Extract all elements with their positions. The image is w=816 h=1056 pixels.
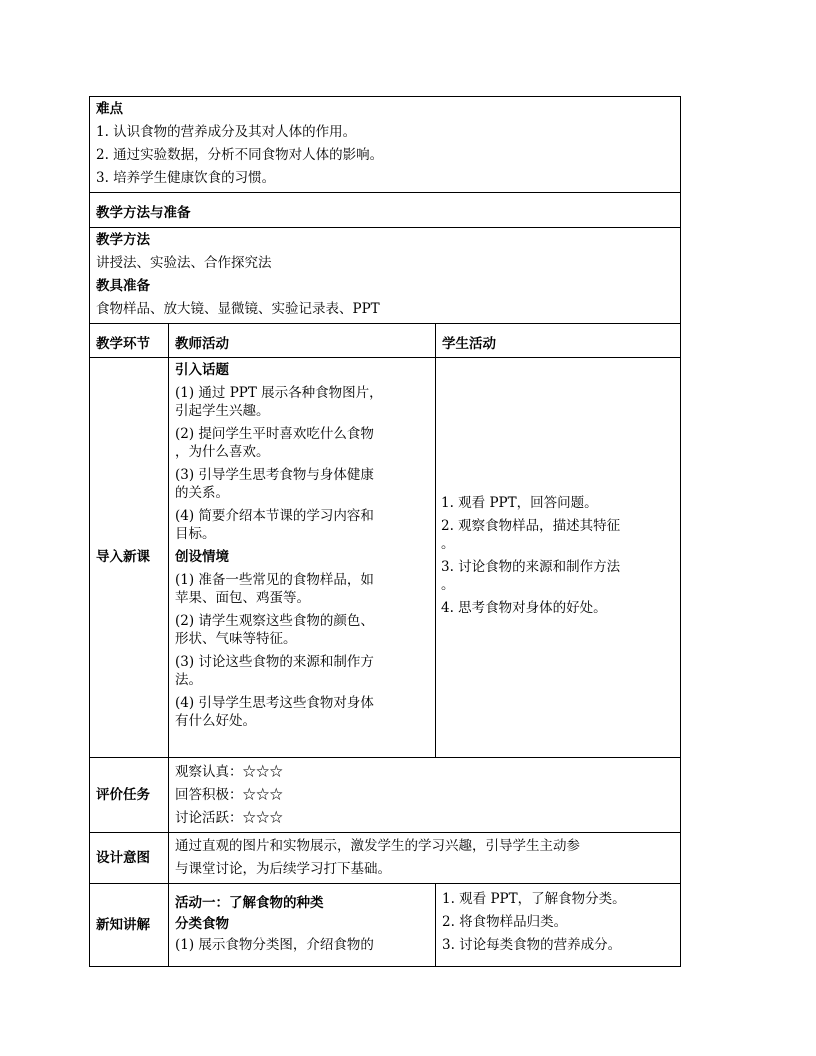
- design-text: 通过直观的图片和实物展示，激发学生的学习兴趣，引导学生主动参: [175, 838, 580, 854]
- method-text: 讲授法、实验法、合作探究法: [96, 255, 272, 271]
- intro-stage: 导入新课: [90, 358, 169, 758]
- student-activity-item: 2. 观察食物样品，描述其特征 。: [441, 517, 621, 552]
- student-activity-item: 1. 观看 PPT，了解食物分类。: [442, 891, 626, 907]
- difficulty-item: 3. 培养学生健康饮食的习惯。: [96, 170, 276, 186]
- intro-teacher-cell: [169, 358, 436, 758]
- evaluation-row: [90, 758, 681, 833]
- student-activity-item: 2. 将食物样品归类。: [442, 914, 568, 930]
- new-lesson-teacher-cell: [169, 884, 436, 967]
- methods-row: [90, 228, 681, 324]
- intro-row: [90, 358, 681, 758]
- classify-title: 分类食物: [175, 916, 229, 932]
- difficulty-row: [90, 97, 681, 193]
- student-activity-item: 3. 讨论每类食物的营养成分。: [442, 937, 622, 953]
- intro-para: (4) 引导学生思考这些食物对身体 有什么好处。: [175, 695, 374, 729]
- intro-heading: 引入话题: [175, 362, 229, 378]
- intro-para: (4) 简要介绍本节课的学习内容和 目标。: [175, 508, 374, 542]
- evaluation-item: 讨论活跃：☆☆☆: [175, 810, 283, 826]
- header-student: 学生活动: [436, 324, 681, 358]
- evaluation-item: 回答积极：☆☆☆: [175, 787, 283, 803]
- intro-para: (3) 引导学生思考食物与身体健康 的关系。: [175, 467, 374, 501]
- student-activity-item: 3. 讨论食物的来源和制作方法 。: [441, 558, 621, 593]
- intro-para: (2) 提问学生平时喜欢吃什么食物 ，为什么喜欢。: [175, 426, 374, 460]
- scenario-heading: 创设情境: [175, 549, 229, 565]
- design-cell: [169, 833, 681, 884]
- intro-para: (3) 讨论这些食物的来源和制作方 法。: [175, 654, 374, 688]
- new-lesson-stage: 新知讲解: [90, 884, 169, 967]
- method-title: 教学方法: [96, 232, 150, 248]
- lesson-plan-document: [89, 96, 680, 967]
- design-row: [90, 833, 681, 884]
- difficulty-cell: [90, 97, 681, 193]
- evaluation-stage: 评价任务: [90, 758, 169, 833]
- methods-section-title: 教学方法与准备: [90, 193, 681, 228]
- intro-para: (1) 准备一些常见的食物样品，如 苹果、面包、鸡蛋等。: [175, 572, 374, 606]
- header-stage: 教学环节: [90, 324, 169, 358]
- activity-title: 活动一：了解食物的种类: [175, 895, 324, 911]
- intro-student-cell: [436, 358, 681, 758]
- design-text: 与课堂讨论，为后续学习打下基础。: [175, 861, 391, 877]
- evaluation-item: 观察认真：☆☆☆: [175, 764, 283, 780]
- new-lesson-student-cell: [436, 884, 681, 967]
- difficulty-item: 2. 通过实验数据，分析不同食物对人体的影响。: [96, 147, 384, 163]
- intro-para: (1) 通过 PPT 展示各种食物图片， 引起学生兴趣。: [175, 385, 383, 419]
- difficulty-title: 难点: [96, 101, 123, 117]
- difficulty-item: 1. 认识食物的营养成分及其对人体的作用。: [96, 124, 357, 140]
- design-stage: 设计意图: [90, 833, 169, 884]
- intro-para: (2) 请学生观察这些食物的颜色、 形状、气味等特征。: [175, 613, 374, 647]
- methods-title-row: [90, 193, 681, 228]
- student-activity-item: 4. 思考食物对身体的好处。: [441, 599, 607, 616]
- header-teacher: 教师活动: [169, 324, 436, 358]
- student-activity-item: 1. 观看 PPT，回答问题。: [441, 494, 598, 511]
- evaluation-cell: [169, 758, 681, 833]
- lesson-plan-table: [89, 96, 681, 967]
- table-header-row: [90, 324, 681, 358]
- partial-text: (1) 展示食物分类图，介绍食物的: [175, 937, 374, 953]
- new-lesson-row: [90, 884, 681, 967]
- tools-text: 食物样品、放大镜、显微镜、实验记录表、PPT: [96, 301, 380, 317]
- tools-title: 教具准备: [96, 278, 150, 294]
- methods-cell: [90, 228, 681, 324]
